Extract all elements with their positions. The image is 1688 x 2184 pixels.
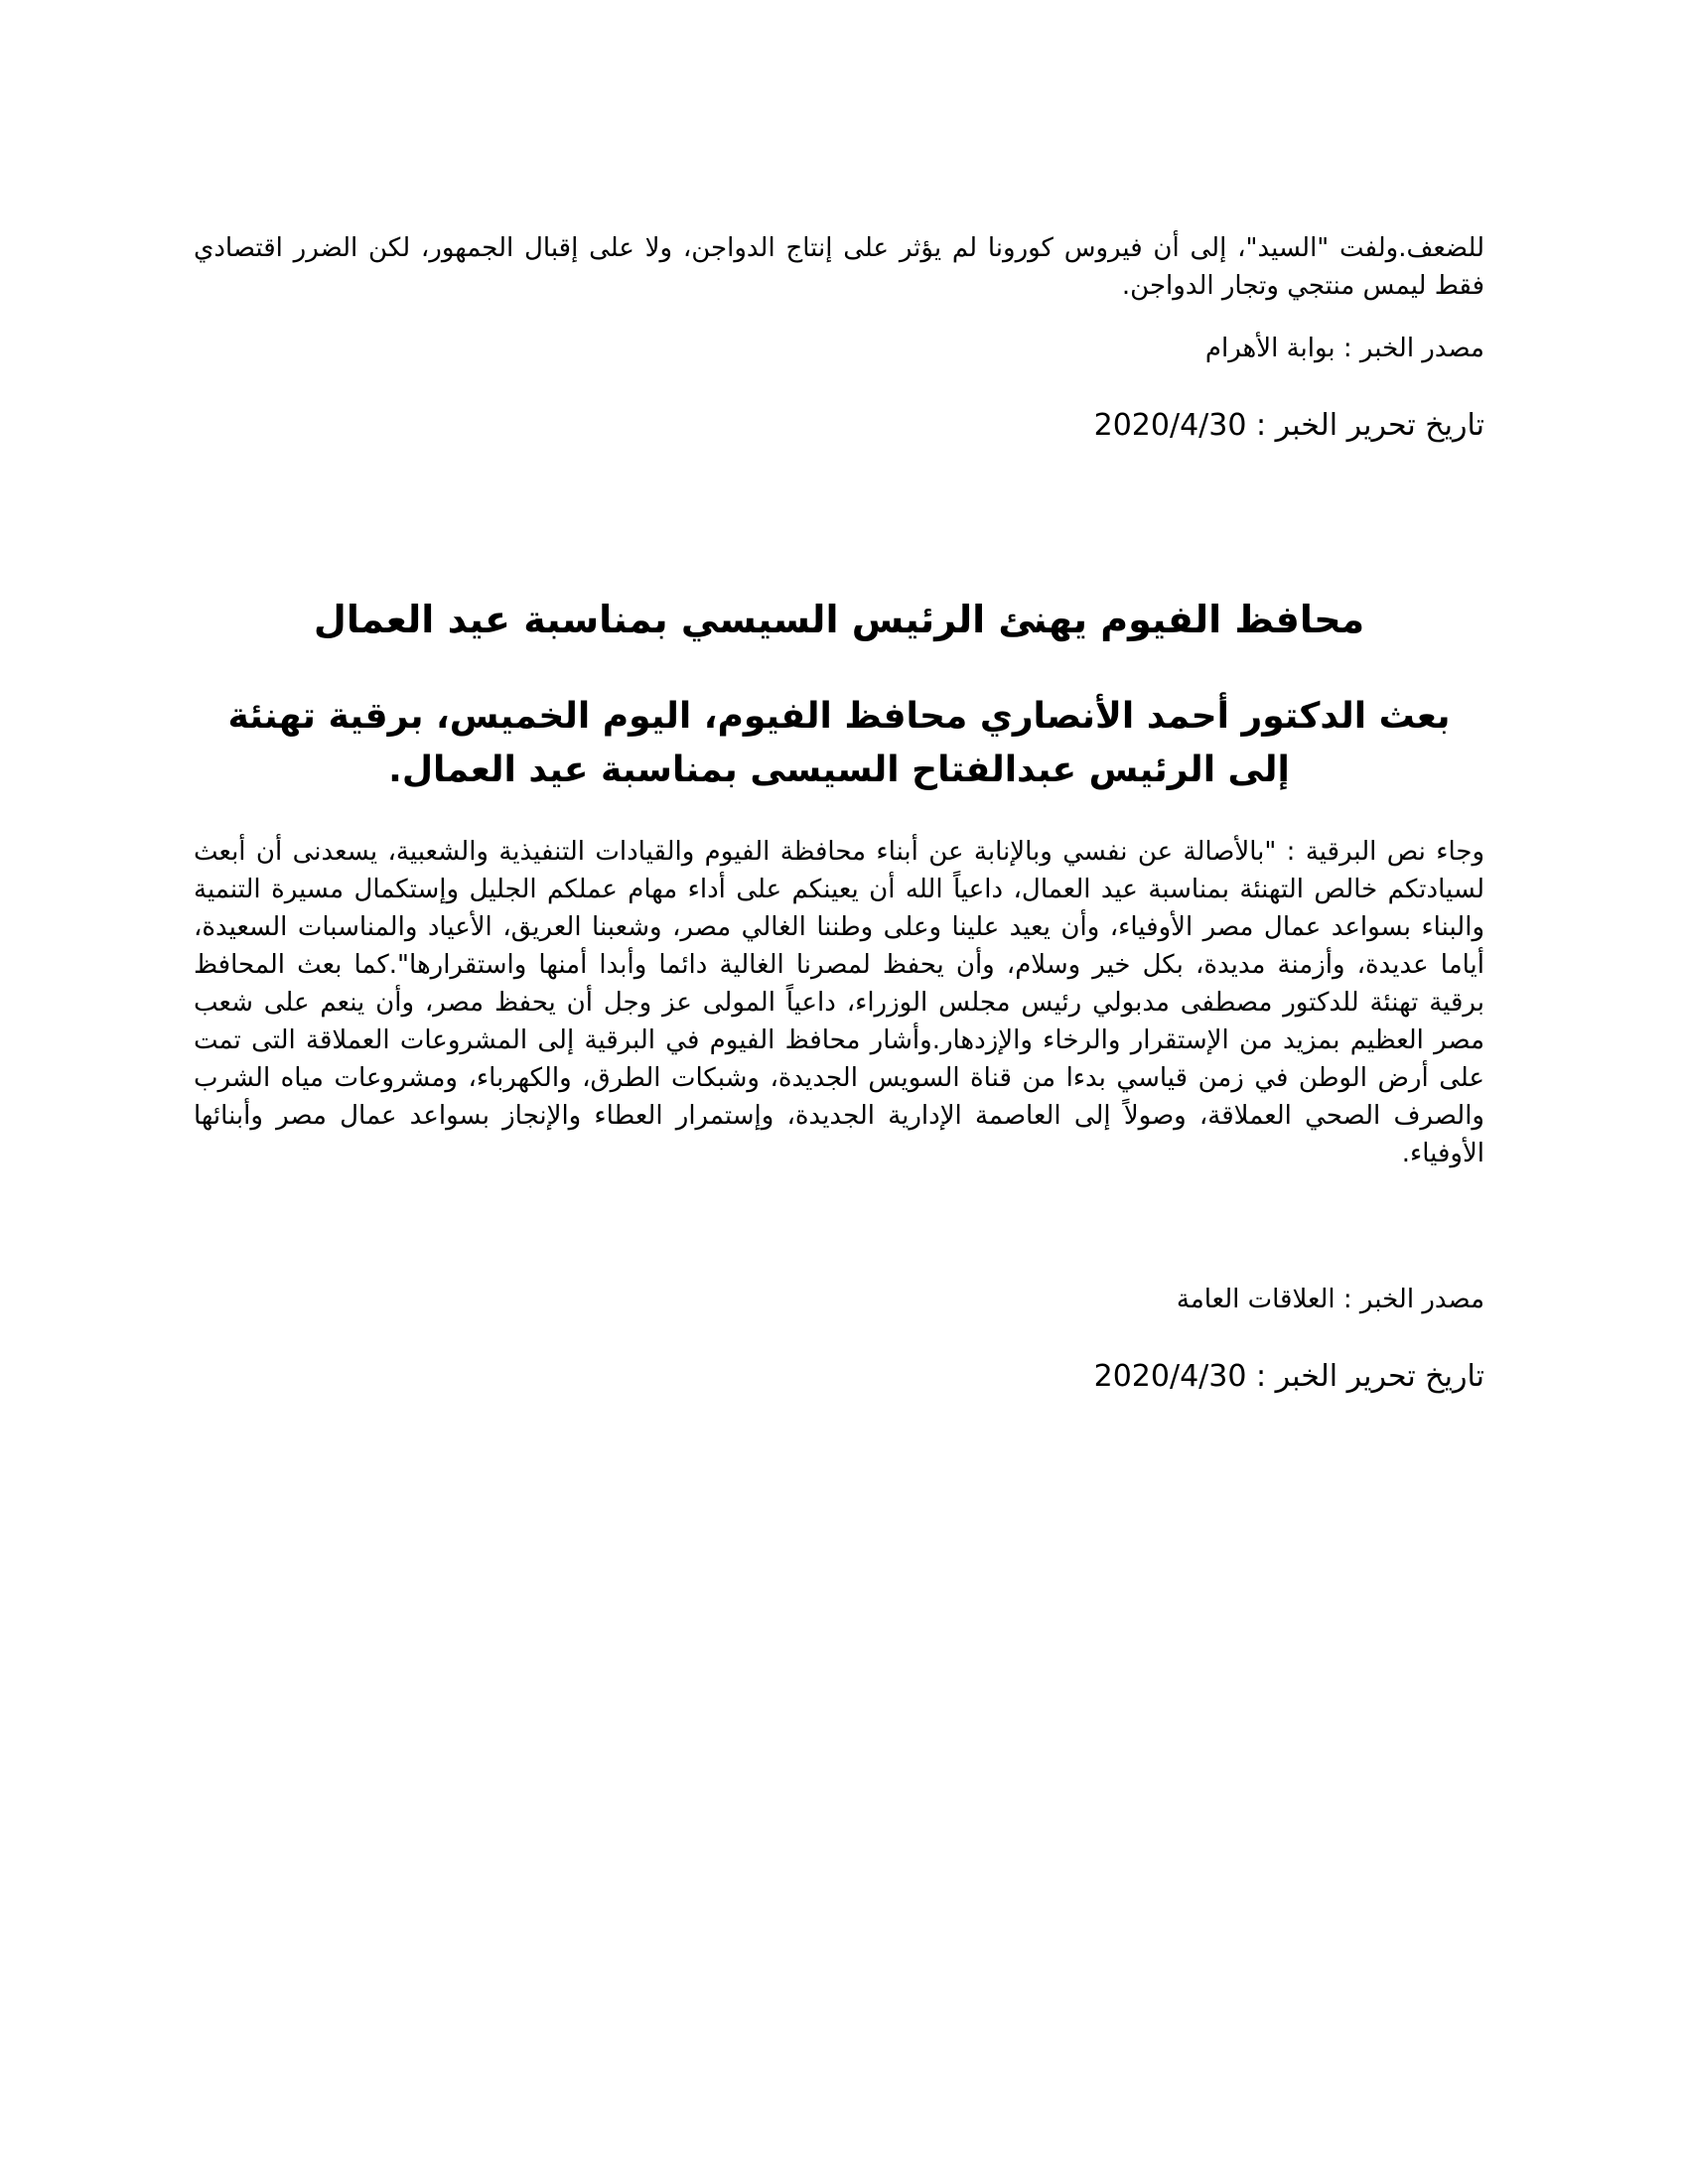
news-date-1: تاريخ تحرير الخبر : 2020/4/30 (1093, 408, 1484, 443)
news-source-2: مصدر الخبر : العلاقات العامة (1176, 1285, 1484, 1314)
intro-paragraph: للضعف.ولفت "السيد"، إلى أن فيروس كورونا لم يؤثر على إنتاج الدواجن، ولا على إقبال الجمهور، لكن الضرر اقتصادي فقط ليمس منتجي وتجار الدواجن. (194, 233, 1484, 301)
article-body: وجاء نص البرقية : "بالأصالة عن نفسي وبالإنابة عن أبناء محافظة الفيوم والقيادات التنفيذية والشعبية، يسعدنى أن أبعث لسيادتكم خالص التهنئة بمناسبة عيد العمال، داعياً الله أن يعينكم على أداء مهام عملكم الجليل وإستكمال مسيرة التنمية والبناء بسواعد عمال مصر الأوفياء، وأن يعيد علينا وعلى وطننا الغالي مصر، وشعبنا العريق، الأعياد والمناسبات السعيدة، أياما عديدة، وأزمنة مديدة، بكل خير وسلام، وأن يحفظ لمصرنا الغالية دائما وأبدا أمنها واستقرارها".كما بعث المحافظ برقية تهنئة للدكتور مصطفى مدبولي رئيس مجلس الوزراء، داعياً المولى عز وجل أن يحفظ مصر، وأن ينعم على شعب مصر العظيم بمزيد من الإستقرار والرخاء والإزدهار.وأشار محافظ الفيوم في البرقية إلى المشروعات العملاقة التى تمت على أرض الوطن في زمن قياسي بدءا من قناة السويس الجديدة، وشبكات الطرق، والكهرباء، ومشروعات مياه الشرب والصرف الصحي العملاقة، وصولاً إلى العاصمة الإدارية الجديدة، وإستمرار العطاء والإنجاز بسواعد عمال مصر وأبنائها الأوفياء. (194, 837, 1484, 1168)
article-headline: محافظ الفيوم يهنئ الرئيس السيسي بمناسبة عيد العمال (313, 598, 1365, 642)
news-date-2: تاريخ تحرير الخبر : 2020/4/30 (1093, 1359, 1484, 1394)
article-subheadline: بعث الدكتور أحمد الأنصاري محافظ الفيوم، اليوم الخميس، برقية تهنئة إلى الرئيس عبدالفتاح السيسى بمناسبة عيد العمال. (227, 695, 1451, 790)
news-source-1: مصدر الخبر : بوابة الأهرام (1204, 334, 1484, 363)
